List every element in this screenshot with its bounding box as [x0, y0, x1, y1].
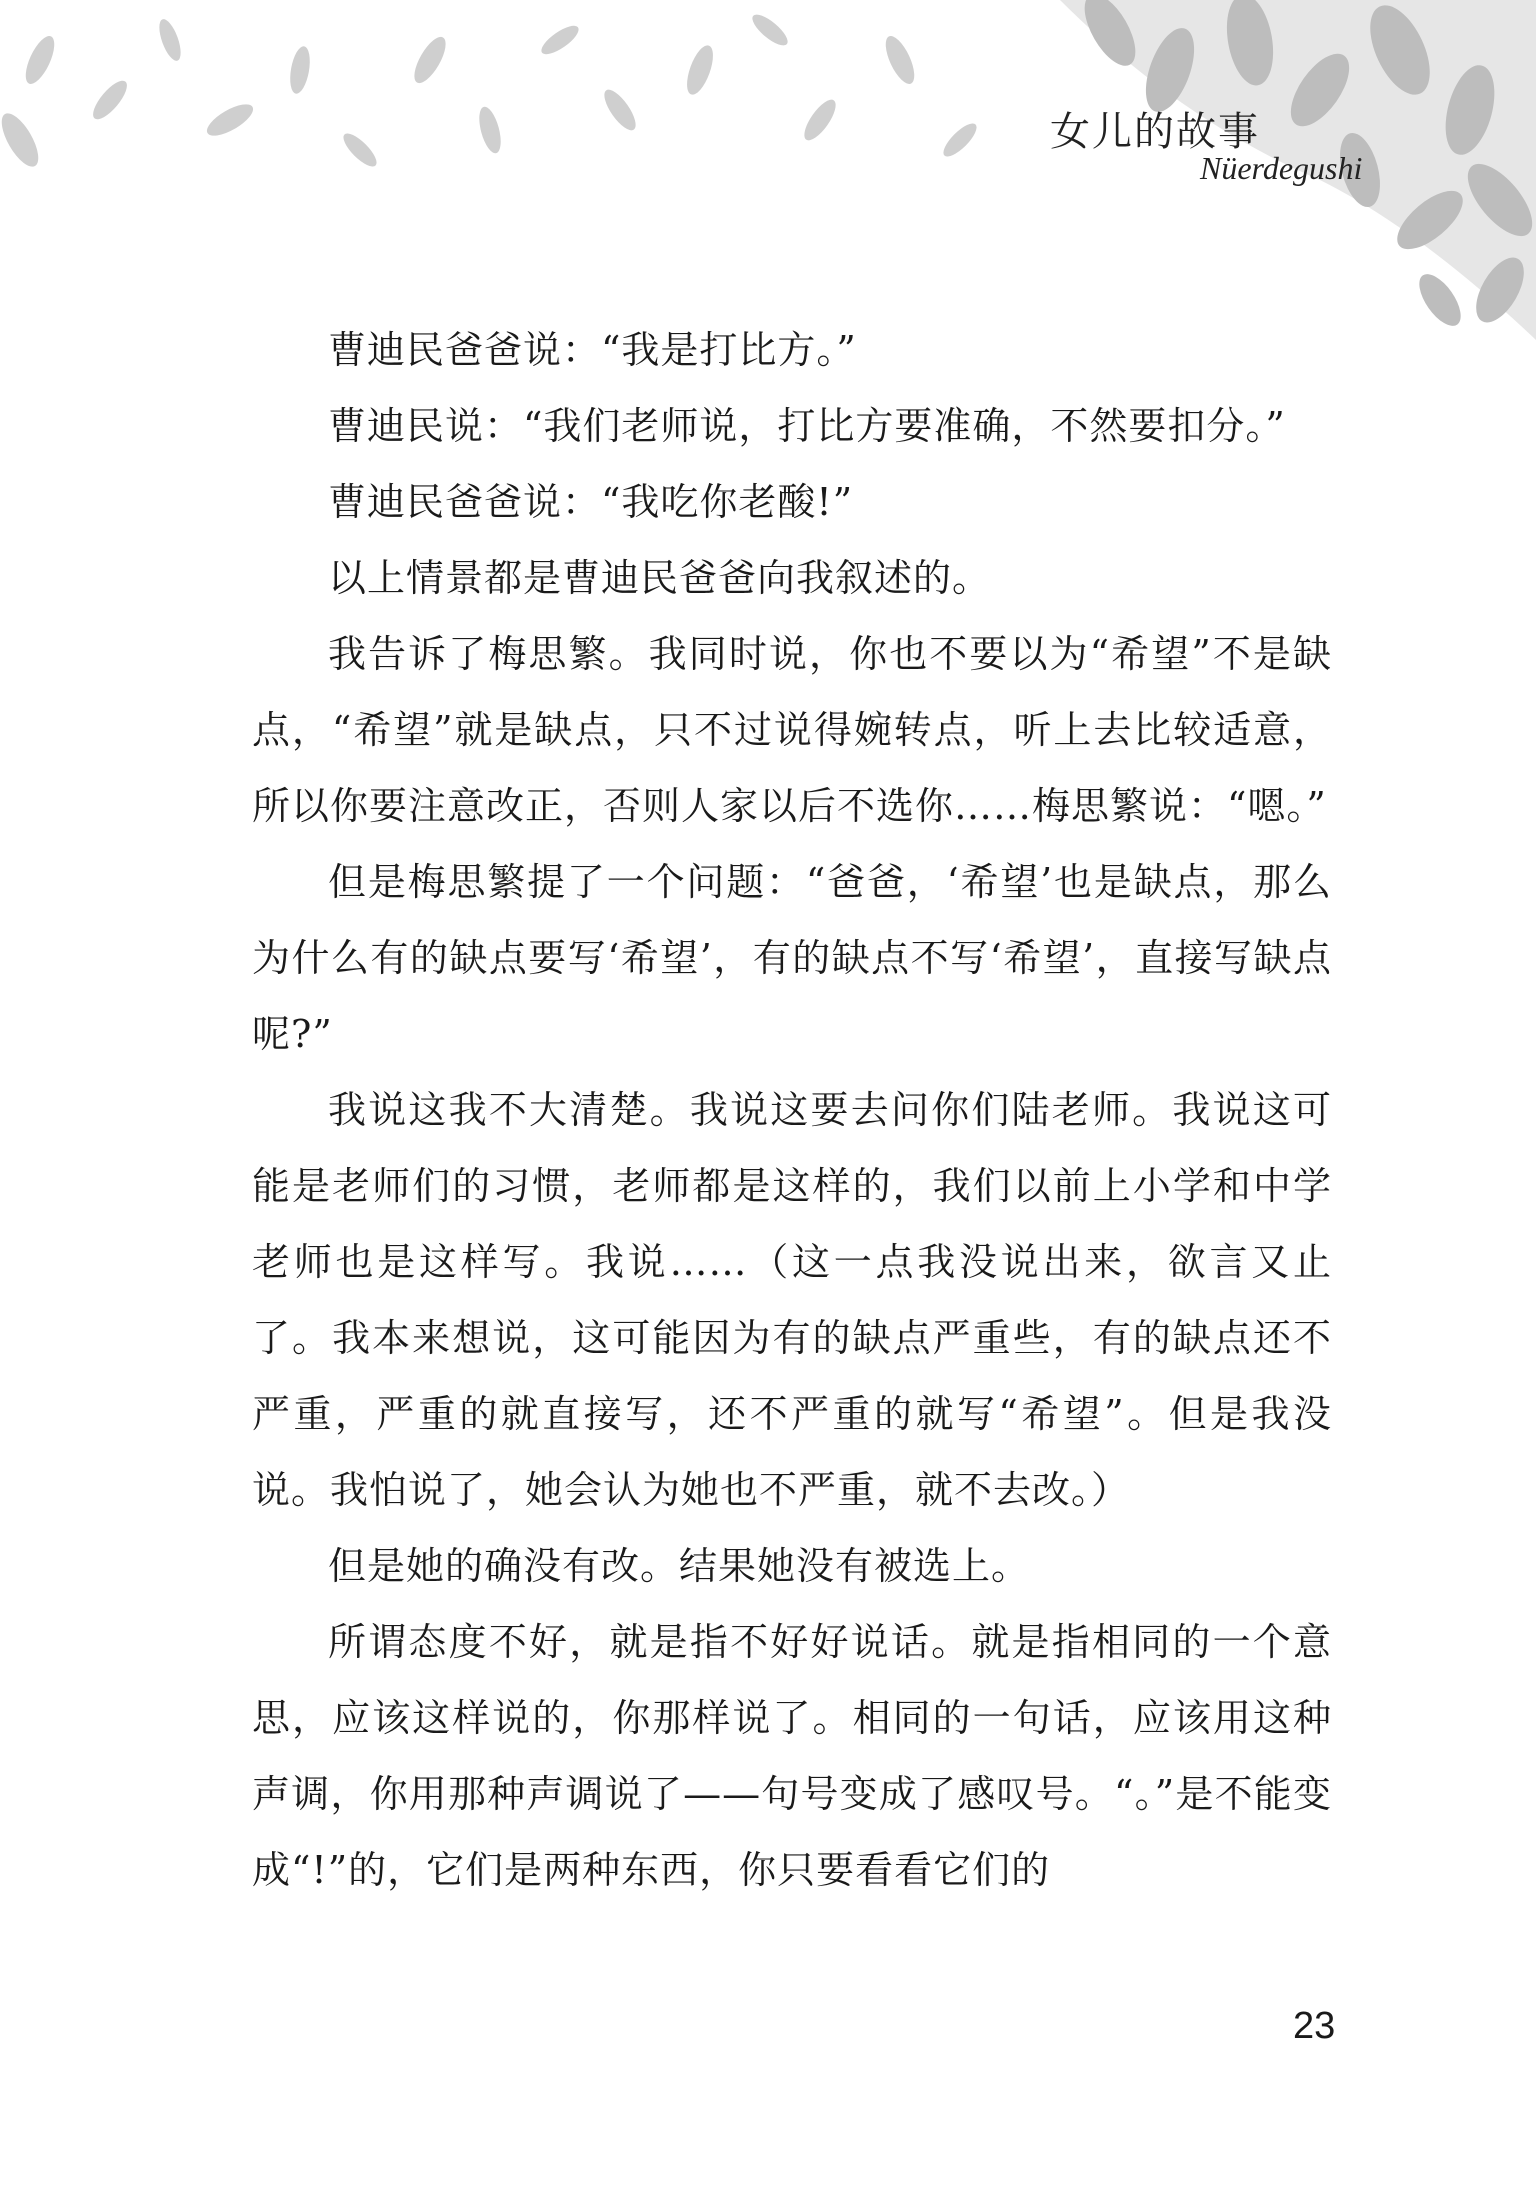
paragraph: 曹迪民爸爸说：“我是打比方。” [328, 328, 857, 372]
paragraph: 以上情景都是曹迪民爸爸向我叙述的。 [328, 556, 992, 600]
body-text [252, 312, 1332, 1908]
page-number: 23 [1293, 2005, 1336, 2047]
running-header-title: 女儿的故事 [1050, 109, 1260, 155]
paragraph: 但是梅思繁提了一个问题：“爸爸，‘希望’也是缺点，那么为什么有的缺点要写‘希望’，有的缺点不写‘希望’，直接写缺点呢?” [252, 860, 1332, 1056]
paragraph: 所谓态度不好，就是指不好好说话。就是指相同的一个意思，应该这样说的，你那样说了。相同的一句话，应该用这种声调，你用那种声调说了——句号变成了感叹号。“。”是不能变成“!”的，它们是两种东西，你只要看看它们的 [252, 1620, 1332, 1892]
paragraph: 我说这我不大清楚。我说这要去问你们陆老师。我说这可能是老师们的习惯，老师都是这样的，我们以前上小学和中学老师也是这样写。我说……（这一点我没说出来，欲言又止了。我本来想说，这可能因为有的缺点严重些，有的缺点还不严重，严重的就直接写，还不严重的就写“希望”。但是我没说。我怕说了，她会认为她也不严重，就不去改。） [252, 1088, 1332, 1512]
paragraph: 曹迪民爸爸说：“我吃你老酸!” [328, 480, 854, 524]
paragraph: 但是她的确没有改。结果她没有被选上。 [328, 1544, 1031, 1588]
paragraph: 我告诉了梅思繁。我同时说，你也不要以为“希望”不是缺点，“希望”就是缺点，只不过说得婉转点，听上去比较适意，所以你要注意改正，否则人家以后不选你……梅思繁说：“嗯。” [252, 632, 1332, 828]
paragraph: 曹迪民说：“我们老师说，打比方要准确，不然要扣分。” [328, 404, 1286, 448]
running-header-pinyin: Nüerdegushi [1200, 150, 1363, 186]
